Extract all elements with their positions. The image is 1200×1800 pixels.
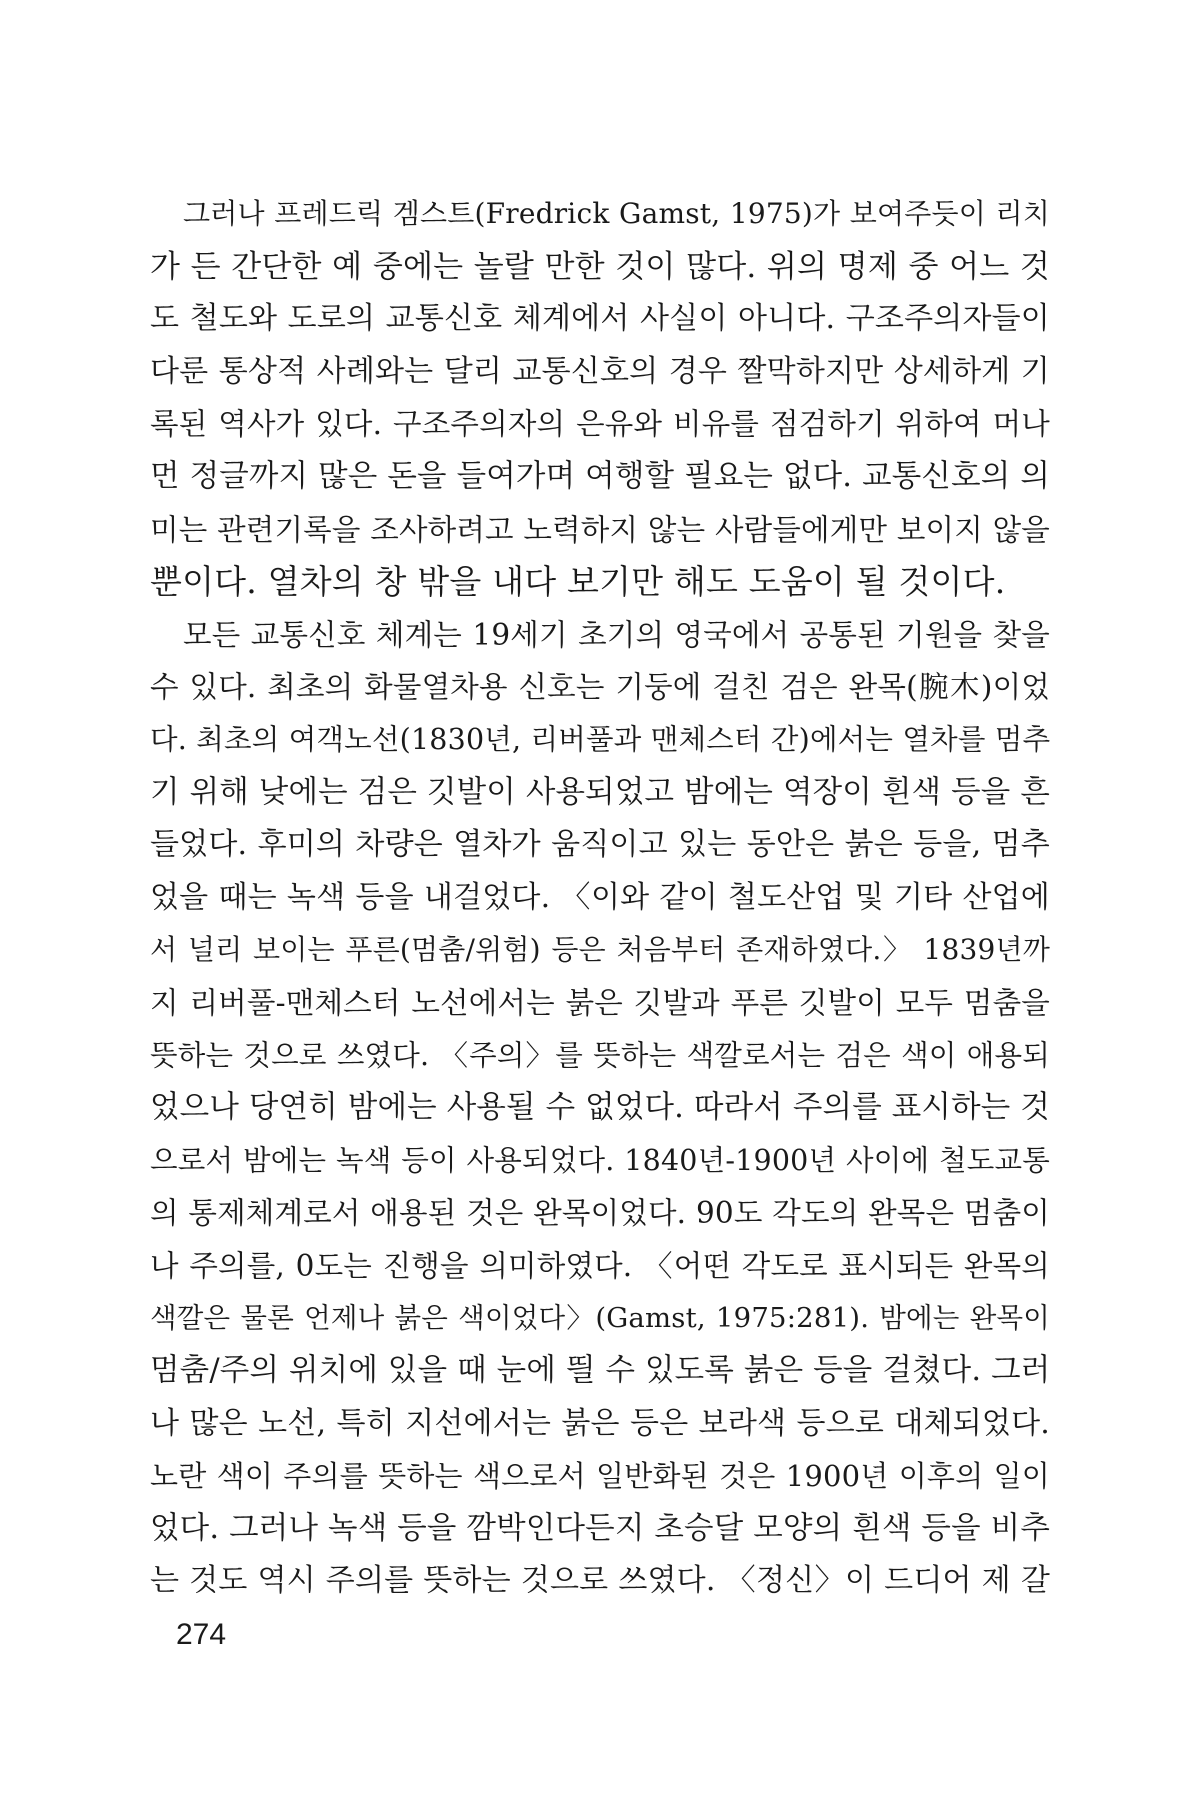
text-line: 모든 교통신호 체계는 19세기 초기의 영국에서 공통된 기원을 찾을 [183,617,1050,652]
text-line: 들었다. 후미의 차량은 열차가 움직이고 있는 동안은 붉은 등을, 멈추 [150,827,1050,863]
text-line: 록된 역사가 있다. 구조주의자의 은유와 비유를 점검하기 위하여 머나 [150,407,1050,442]
text-line: 나 많은 노선, 특히 지선에서는 붉은 등은 보라색 등으로 대체되었다. [150,1405,1050,1441]
text-line: 나 주의를, 0도는 진행을 의미하였다. 〈어떤 각도로 표시되든 완목의 [150,1248,1050,1283]
text-line: 뜻하는 것으로 쓰였다. 〈주의〉를 뜻하는 색깔로서는 검은 색이 애용되 [150,1038,1050,1072]
text-line: 도 철도와 도로의 교통신호 체계에서 사실이 아니다. 구조주의자들이 [150,301,1050,337]
text-line: 그러나 프레드릭 겜스트(Fredrick Gamst, 1975)가 보여주듯이 리치 [183,197,1050,230]
text-line: 다룬 통상적 사례와는 달리 교통신호의 경우 짤막하지만 상세하게 기 [150,353,1050,389]
text-line: 으로서 밤에는 녹색 등이 사용되었다. 1840년-1900년 사이에 철도교통 [150,1143,1050,1177]
text-line: 었으나 당연히 밤에는 사용될 수 없었다. 따라서 주의를 표시하는 것 [150,1090,1050,1126]
text-line: 멈춤/주의 위치에 있을 때 눈에 띌 수 있도록 붉은 등을 걸쳤다. 그러 [150,1353,1051,1389]
text-line: 뿐이다. 열차의 창 밖을 내다 보기만 해도 도움이 될 것이다. [150,562,1006,602]
text-line: 가 든 간단한 예 중에는 놀랄 만한 것이 많다. 위의 명제 중 어느 것 [150,248,1050,285]
text-line: 었다. 그러나 녹색 등을 깜박인다든지 초승달 모양의 흰색 등을 비추 [150,1510,1050,1546]
text-line: 색깔은 물론 언제나 붉은 색이었다〉(Gamst, 1975:281). 밤에는 완목이 [150,1302,1050,1335]
text-line: 수 있다. 최초의 화물열차용 신호는 기둥에 걸친 검은 완목(腕木)이었 [150,670,1050,705]
text-line: 다. 최초의 여객노선(1830년, 리버풀과 맨체스터 간)에서는 열차를 멈추 [150,722,1051,756]
text-line: 었을 때는 녹색 등을 내걸었다. 〈이와 같이 철도산업 및 기타 산업에 [150,879,1050,915]
page-number: 274 [176,1618,227,1651]
text-line: 지 리버풀-맨체스터 노선에서는 붉은 깃발과 푸른 깃발이 모두 멈춤을 [150,985,1050,1020]
text-line: 기 위해 낮에는 검은 깃발이 사용되었고 밤에는 역장이 흰색 등을 흔 [150,774,1050,810]
text-line: 는 것도 역시 주의를 뜻하는 것으로 쓰였다. 〈정신〉이 드디어 제 갈 [150,1563,1050,1599]
text-line: 의 통제체계로서 애용된 것은 완목이었다. 90도 각도의 완목은 멈춤이 [150,1196,1050,1231]
text-line: 미는 관련기록을 조사하려고 노력하지 않는 사람들에게만 보이지 않을 [150,512,1050,547]
text-line: 먼 정글까지 많은 돈을 들여가며 여행할 필요는 없다. 교통신호의 의 [150,458,1050,494]
text-line: 노란 색이 주의를 뜻하는 색으로서 일반화된 것은 1900년 이후의 일이 [150,1459,1050,1494]
body-text [150,188,1050,1608]
text-line: 서 널리 보이는 푸른(멈춤/위험) 등은 처음부터 존재하였다.〉 1839년까 [150,933,1050,967]
